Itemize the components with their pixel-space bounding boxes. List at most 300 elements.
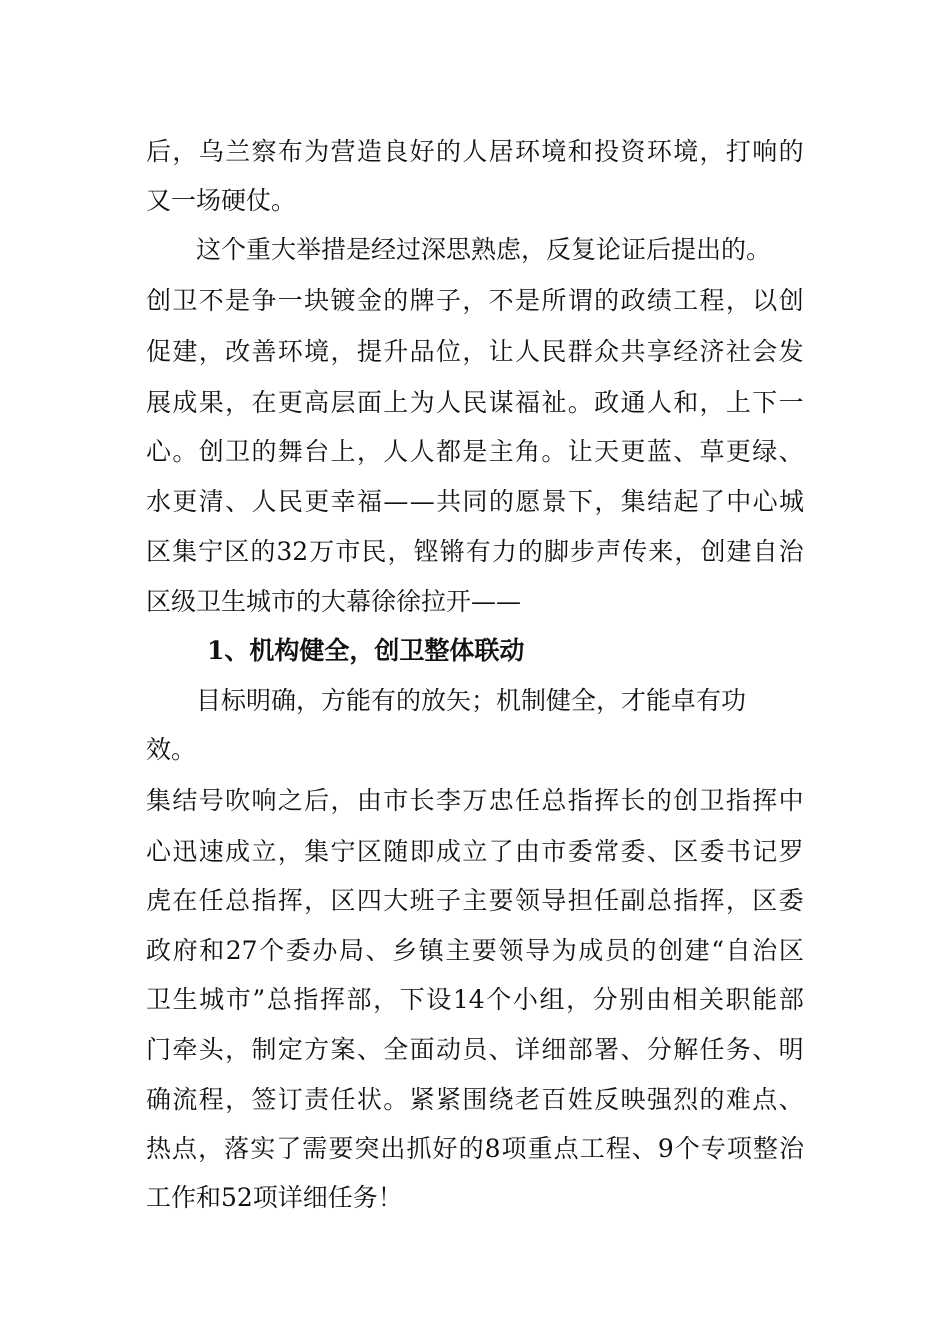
- text-glyph: 创: [198, 437, 224, 466]
- text-glyph: 乡: [392, 936, 418, 965]
- paragraph-line: [146, 476, 804, 528]
- text-glyph: 责: [304, 1085, 330, 1114]
- text-glyph: 景: [541, 487, 567, 516]
- text-glyph: 都: [435, 437, 461, 466]
- text-glyph: 谋: [488, 388, 514, 417]
- text-glyph: 任: [198, 886, 224, 915]
- text-glyph: 别: [619, 985, 645, 1014]
- paragraph-line: [146, 875, 804, 927]
- text-glyph: 。: [541, 437, 567, 466]
- text-glyph: 、: [356, 1035, 382, 1064]
- text-glyph: 记: [752, 837, 778, 866]
- text-glyph: 领: [498, 936, 524, 965]
- text-glyph: 忠: [488, 786, 514, 815]
- text-glyph: 部: [346, 985, 372, 1014]
- section-heading: 1、机构健全，创卫整体联动: [207, 636, 525, 665]
- text-glyph: 集: [304, 837, 330, 866]
- paragraph-line: [146, 775, 804, 827]
- text-glyph: 挥: [699, 886, 725, 915]
- text-glyph: 。: [567, 388, 593, 417]
- text-glyph: 层: [330, 388, 356, 417]
- text-glyph: 创: [778, 286, 804, 315]
- text-glyph: 状: [356, 1085, 382, 1114]
- text-glyph: 政: [594, 388, 620, 417]
- text-glyph: 铿: [413, 537, 439, 566]
- text-glyph: 好: [432, 1134, 458, 1163]
- text-glyph: 主: [445, 936, 471, 965]
- text-glyph: 领: [515, 886, 541, 915]
- text-glyph: 为: [304, 137, 330, 166]
- text-glyph: 、: [488, 1035, 514, 1064]
- text-glyph: 挥: [594, 786, 620, 815]
- text-glyph: 卫: [225, 437, 251, 466]
- text-glyph: 总: [225, 886, 251, 915]
- text-glyph: 烈: [673, 1085, 699, 1114]
- text-glyph: 集: [146, 786, 172, 815]
- text-glyph: 群: [567, 337, 593, 366]
- text-glyph: ，: [356, 437, 382, 466]
- text-glyph: 兰: [225, 137, 251, 166]
- text-glyph: ，: [172, 137, 198, 166]
- text-glyph: 委: [567, 837, 593, 866]
- text-glyph: 务: [725, 1035, 751, 1064]
- text-glyph: 任: [594, 886, 620, 915]
- text-glyph: 成: [578, 936, 604, 965]
- text-glyph: 绕: [488, 1085, 514, 1114]
- text-glyph: 、: [778, 437, 804, 466]
- text-glyph: 大: [383, 886, 409, 915]
- text-glyph: 人: [435, 388, 461, 417]
- text-glyph: 环: [515, 137, 541, 166]
- text-glyph: 上: [725, 388, 751, 417]
- text-glyph: 自: [725, 936, 751, 965]
- text-glyph: 的: [631, 936, 657, 965]
- text-glyph: 一: [277, 286, 303, 315]
- text-glyph: 的: [517, 537, 543, 566]
- text-glyph: 投: [594, 137, 620, 166]
- text-glyph: 成: [435, 837, 461, 866]
- text-glyph: 区: [330, 886, 356, 915]
- text-glyph: 共: [436, 487, 462, 516]
- text-glyph: 突: [354, 1134, 380, 1163]
- text-glyph: 区: [146, 537, 172, 566]
- text-glyph: 由: [645, 985, 671, 1014]
- text-glyph: 结: [172, 786, 198, 815]
- text-glyph: 8: [484, 1134, 501, 1163]
- text-glyph: 程: [699, 286, 725, 315]
- text-glyph: 中: [726, 487, 752, 516]
- text-glyph: 任: [330, 1085, 356, 1114]
- text-glyph: 指: [251, 886, 277, 915]
- text-glyph: 创: [673, 786, 699, 815]
- text-glyph: 建: [172, 337, 198, 366]
- text-glyph: 下: [399, 985, 425, 1014]
- text-glyph: 上: [383, 388, 409, 417]
- text-glyph: 一: [778, 388, 804, 417]
- text-glyph: 确: [146, 1085, 172, 1114]
- text-glyph: 角: [515, 437, 541, 466]
- text-glyph: 的: [699, 1085, 725, 1114]
- text-glyph: “: [711, 936, 725, 965]
- text-glyph: 制: [251, 1035, 277, 1064]
- text-glyph: 总: [646, 886, 672, 915]
- text-glyph: 总: [541, 786, 567, 815]
- text-glyph: 映: [620, 1085, 646, 1114]
- text-glyph: 在: [172, 886, 198, 915]
- paragraph-line: [146, 826, 804, 878]
- text-glyph: ，: [373, 985, 399, 1014]
- text-glyph: 城: [778, 487, 804, 516]
- text-glyph: 声: [596, 537, 622, 566]
- text-glyph: 程: [605, 1134, 631, 1163]
- text-glyph: 指: [673, 886, 699, 915]
- text-glyph: 响: [752, 137, 778, 166]
- text-glyph: 治: [752, 936, 778, 965]
- text-glyph: 细: [541, 1035, 567, 1064]
- text-glyph: 李: [435, 786, 461, 815]
- text-glyph: 吹: [225, 786, 251, 815]
- text-glyph: 品: [409, 337, 435, 366]
- text-glyph: 人: [515, 337, 541, 366]
- text-glyph: 。: [172, 437, 198, 466]
- text-glyph: 有: [465, 537, 491, 566]
- paragraph-line: [146, 925, 804, 977]
- text-glyph: 良: [383, 137, 409, 166]
- text-glyph: 、: [778, 1085, 804, 1114]
- paragraph-line: [146, 326, 804, 378]
- text-glyph: 速: [198, 837, 224, 866]
- text-glyph: 促: [146, 337, 172, 366]
- text-glyph: 是: [462, 437, 488, 466]
- text-glyph: 起: [673, 487, 699, 516]
- text-glyph: 委: [285, 936, 311, 965]
- text-glyph: 幸: [330, 487, 356, 516]
- text-glyph: 宁: [330, 837, 356, 866]
- paragraph-line: [146, 1074, 804, 1126]
- text-glyph: 区: [224, 537, 250, 566]
- text-glyph: 详: [515, 1035, 541, 1064]
- text-glyph: 卫: [172, 286, 198, 315]
- text-glyph: 为: [409, 388, 435, 417]
- text-glyph: 更: [725, 437, 751, 466]
- text-glyph: 、: [365, 936, 391, 965]
- text-glyph: 反: [594, 1085, 620, 1114]
- text-glyph: 万: [309, 537, 335, 566]
- text-glyph: 块: [304, 286, 330, 315]
- text-glyph: 个: [259, 936, 285, 965]
- text-glyph: 个: [486, 985, 512, 1014]
- paragraph-line: 这个重大举措是经过深思熟虑，反复论证后提出的。: [196, 235, 772, 264]
- text-glyph: 姓: [567, 1085, 593, 1114]
- paragraph-line: [146, 1024, 804, 1076]
- text-glyph: 成: [225, 837, 251, 866]
- text-glyph: 境: [304, 337, 330, 366]
- text-glyph: ，: [699, 137, 725, 166]
- text-glyph: 环: [646, 137, 672, 166]
- text-glyph: 市: [335, 537, 361, 566]
- text-glyph: 民: [277, 487, 303, 516]
- text-glyph: 导: [525, 936, 551, 965]
- text-glyph: ，: [566, 985, 592, 1014]
- text-glyph: 、: [673, 437, 699, 466]
- text-glyph: 环: [277, 337, 303, 366]
- text-glyph: 以: [752, 286, 778, 315]
- text-glyph: 为: [551, 936, 577, 965]
- text-glyph: 卫: [146, 985, 172, 1014]
- text-glyph: 发: [778, 337, 804, 366]
- text-glyph: 14: [452, 985, 485, 1014]
- text-glyph: 绩: [646, 286, 672, 315]
- text-glyph: 和: [199, 936, 225, 965]
- text-glyph: 改: [225, 337, 251, 366]
- text-glyph: ，: [462, 337, 488, 366]
- text-glyph: 人: [409, 437, 435, 466]
- text-glyph: 任: [515, 786, 541, 815]
- text-glyph: 建: [726, 537, 752, 566]
- text-glyph: 打: [725, 137, 751, 166]
- text-glyph: 、: [752, 1035, 778, 1064]
- text-glyph: 员: [462, 1035, 488, 1064]
- text-glyph: 署: [594, 1035, 620, 1064]
- text-glyph: 流: [172, 1085, 198, 1114]
- text-glyph: 导: [541, 886, 567, 915]
- text-glyph: 委: [620, 837, 646, 866]
- text-glyph: 境: [541, 137, 567, 166]
- text-glyph: 了: [699, 487, 725, 516]
- text-glyph: 集: [172, 537, 198, 566]
- text-glyph: 的: [778, 137, 804, 166]
- text-glyph: 锵: [439, 537, 465, 566]
- text-glyph: 愿: [515, 487, 541, 516]
- text-glyph: 委: [699, 837, 725, 866]
- text-glyph: 市: [383, 786, 409, 815]
- text-glyph: 工: [673, 286, 699, 315]
- text-glyph: 心: [146, 437, 172, 466]
- text-glyph: 长: [620, 786, 646, 815]
- text-glyph: 担: [567, 886, 593, 915]
- text-glyph: 脚: [543, 537, 569, 566]
- text-glyph: 32: [276, 537, 309, 566]
- text-glyph: 察: [251, 137, 277, 166]
- text-glyph: 分: [646, 1035, 672, 1064]
- text-glyph: 民: [361, 537, 387, 566]
- text-glyph: 自: [752, 537, 778, 566]
- text-glyph: 明: [778, 1035, 804, 1064]
- text-glyph: 的: [488, 487, 514, 516]
- text-glyph: 同: [462, 487, 488, 516]
- text-glyph: 门: [146, 1035, 172, 1064]
- text-glyph: 长: [409, 786, 435, 815]
- text-glyph: 签: [251, 1085, 277, 1114]
- text-glyph: 创: [146, 286, 172, 315]
- text-glyph: 天: [594, 437, 620, 466]
- text-glyph: 罗: [778, 837, 804, 866]
- text-glyph: 设: [426, 985, 452, 1014]
- text-glyph: 整: [752, 1134, 778, 1163]
- text-glyph: 百: [541, 1085, 567, 1114]
- text-glyph: 后: [146, 137, 172, 166]
- text-glyph: ，: [330, 337, 356, 366]
- text-glyph: 常: [594, 837, 620, 866]
- text-glyph: 专: [700, 1134, 726, 1163]
- text-glyph: 更: [620, 437, 646, 466]
- text-glyph: 善: [251, 337, 277, 366]
- text-glyph: 局: [338, 936, 364, 965]
- paragraph-line: 区级卫生城市的大幕徐徐拉开——: [146, 587, 522, 616]
- text-glyph: 展: [146, 388, 172, 417]
- text-glyph: 更: [277, 388, 303, 417]
- paragraph-line: [146, 275, 804, 327]
- text-glyph: ，: [225, 388, 251, 417]
- text-glyph: 布: [277, 137, 303, 166]
- text-glyph: 响: [251, 786, 277, 815]
- text-glyph: 宁: [198, 537, 224, 566]
- text-glyph: 资: [620, 137, 646, 166]
- text-glyph: 由: [515, 837, 541, 866]
- text-glyph: 点: [172, 1134, 198, 1163]
- text-glyph: 社: [725, 337, 751, 366]
- text-glyph: 牵: [172, 1035, 198, 1064]
- text-glyph: 相: [672, 985, 698, 1014]
- text-glyph: 的: [594, 286, 620, 315]
- text-glyph: 营: [330, 137, 356, 166]
- text-glyph: 、: [646, 837, 672, 866]
- text-glyph: 民: [462, 388, 488, 417]
- text-glyph: ”: [252, 985, 266, 1014]
- text-glyph: 落: [224, 1134, 250, 1163]
- text-glyph: 和: [567, 137, 593, 166]
- text-glyph: 挥: [752, 786, 778, 815]
- text-glyph: 不: [488, 286, 514, 315]
- text-glyph: 订: [277, 1085, 303, 1114]
- text-glyph: 全: [383, 1035, 409, 1064]
- text-glyph: 抓: [406, 1134, 432, 1163]
- text-glyph: 创: [658, 936, 684, 965]
- text-glyph: 出: [380, 1134, 406, 1163]
- text-glyph: 力: [491, 537, 517, 566]
- paragraph-line: [146, 377, 804, 429]
- text-glyph: 主: [488, 437, 514, 466]
- text-glyph: 实: [250, 1134, 276, 1163]
- text-glyph: 要: [471, 936, 497, 965]
- text-glyph: 的: [646, 786, 672, 815]
- text-glyph: 生: [172, 985, 198, 1014]
- text-glyph: 高: [304, 388, 330, 417]
- text-glyph: 更: [172, 487, 198, 516]
- text-glyph: 头: [198, 1035, 224, 1064]
- text-glyph: 员: [604, 936, 630, 965]
- text-glyph: 让: [567, 437, 593, 466]
- text-glyph: 围: [462, 1085, 488, 1114]
- text-glyph: 指: [725, 786, 751, 815]
- text-glyph: 市: [225, 985, 251, 1014]
- text-glyph: 职: [725, 985, 751, 1014]
- text-glyph: 紧: [409, 1085, 435, 1114]
- text-glyph: ，: [198, 337, 224, 366]
- text-glyph: 金: [356, 286, 382, 315]
- text-glyph: 、: [620, 1035, 646, 1064]
- text-glyph: 解: [673, 1035, 699, 1064]
- text-glyph: 之: [277, 786, 303, 815]
- text-glyph: 指: [567, 786, 593, 815]
- text-glyph: 迅: [172, 837, 198, 866]
- text-glyph: 号: [198, 786, 224, 815]
- paragraph-line: [146, 1123, 804, 1175]
- text-glyph: 重: [527, 1134, 553, 1163]
- text-glyph: 人: [251, 487, 277, 516]
- text-glyph: 区: [752, 886, 778, 915]
- text-glyph: 组: [539, 985, 565, 1014]
- text-glyph: 镀: [330, 286, 356, 315]
- text-glyph: ，: [304, 886, 330, 915]
- text-glyph: 了: [276, 1134, 302, 1163]
- text-glyph: 造: [356, 137, 382, 166]
- paragraph-line: [146, 126, 804, 178]
- text-glyph: 祉: [541, 388, 567, 417]
- text-glyph: 由: [356, 786, 382, 815]
- text-glyph: 挥: [319, 985, 345, 1014]
- text-glyph: 分: [592, 985, 618, 1014]
- paragraph-line: 又一场硬仗。: [146, 186, 297, 215]
- text-glyph: 人: [383, 437, 409, 466]
- text-glyph: 卫: [699, 786, 725, 815]
- text-glyph: 班: [409, 886, 435, 915]
- text-glyph: 是: [515, 286, 541, 315]
- text-glyph: 经: [673, 337, 699, 366]
- text-glyph: 舞: [277, 437, 303, 466]
- text-glyph: 、: [225, 487, 251, 516]
- text-glyph: 福: [515, 388, 541, 417]
- text-glyph: 让: [488, 337, 514, 366]
- text-glyph: 镇: [418, 936, 444, 965]
- text-glyph: 书: [725, 837, 751, 866]
- text-glyph: 虎: [146, 886, 172, 915]
- text-glyph: 部: [778, 985, 804, 1014]
- text-glyph: 立: [251, 837, 277, 866]
- text-glyph: 指: [293, 985, 319, 1014]
- paragraph-line: 目标明确，方能有的放矢；机制健全，才能卓有功: [196, 686, 747, 715]
- text-glyph: 四: [356, 886, 382, 915]
- text-glyph: 。: [383, 1085, 409, 1114]
- text-glyph: 点: [752, 1085, 778, 1114]
- text-glyph: 区: [356, 837, 382, 866]
- text-glyph: 通: [620, 388, 646, 417]
- text-glyph: 任: [699, 1035, 725, 1064]
- text-glyph: 建: [684, 936, 710, 965]
- text-glyph: 需: [302, 1134, 328, 1163]
- text-glyph: 在: [251, 388, 277, 417]
- text-glyph: 子: [435, 286, 461, 315]
- text-glyph: 即: [409, 837, 435, 866]
- text-glyph: 委: [778, 886, 804, 915]
- text-glyph: 上: [330, 437, 356, 466]
- text-glyph: 好: [409, 137, 435, 166]
- text-glyph: 治: [778, 537, 804, 566]
- text-glyph: 的: [251, 437, 277, 466]
- text-glyph: 随: [383, 837, 409, 866]
- text-glyph: 心: [752, 487, 778, 516]
- text-glyph: 小: [512, 985, 538, 1014]
- text-glyph: 中: [778, 786, 804, 815]
- text-glyph: 享: [646, 337, 672, 366]
- text-glyph: 的: [383, 286, 409, 315]
- text-glyph: 方: [304, 1035, 330, 1064]
- text-glyph: 人: [462, 137, 488, 166]
- text-glyph: 牌: [409, 286, 435, 315]
- text-glyph: 福: [357, 487, 383, 516]
- text-glyph: 强: [646, 1085, 672, 1114]
- text-glyph: ，: [225, 1035, 251, 1064]
